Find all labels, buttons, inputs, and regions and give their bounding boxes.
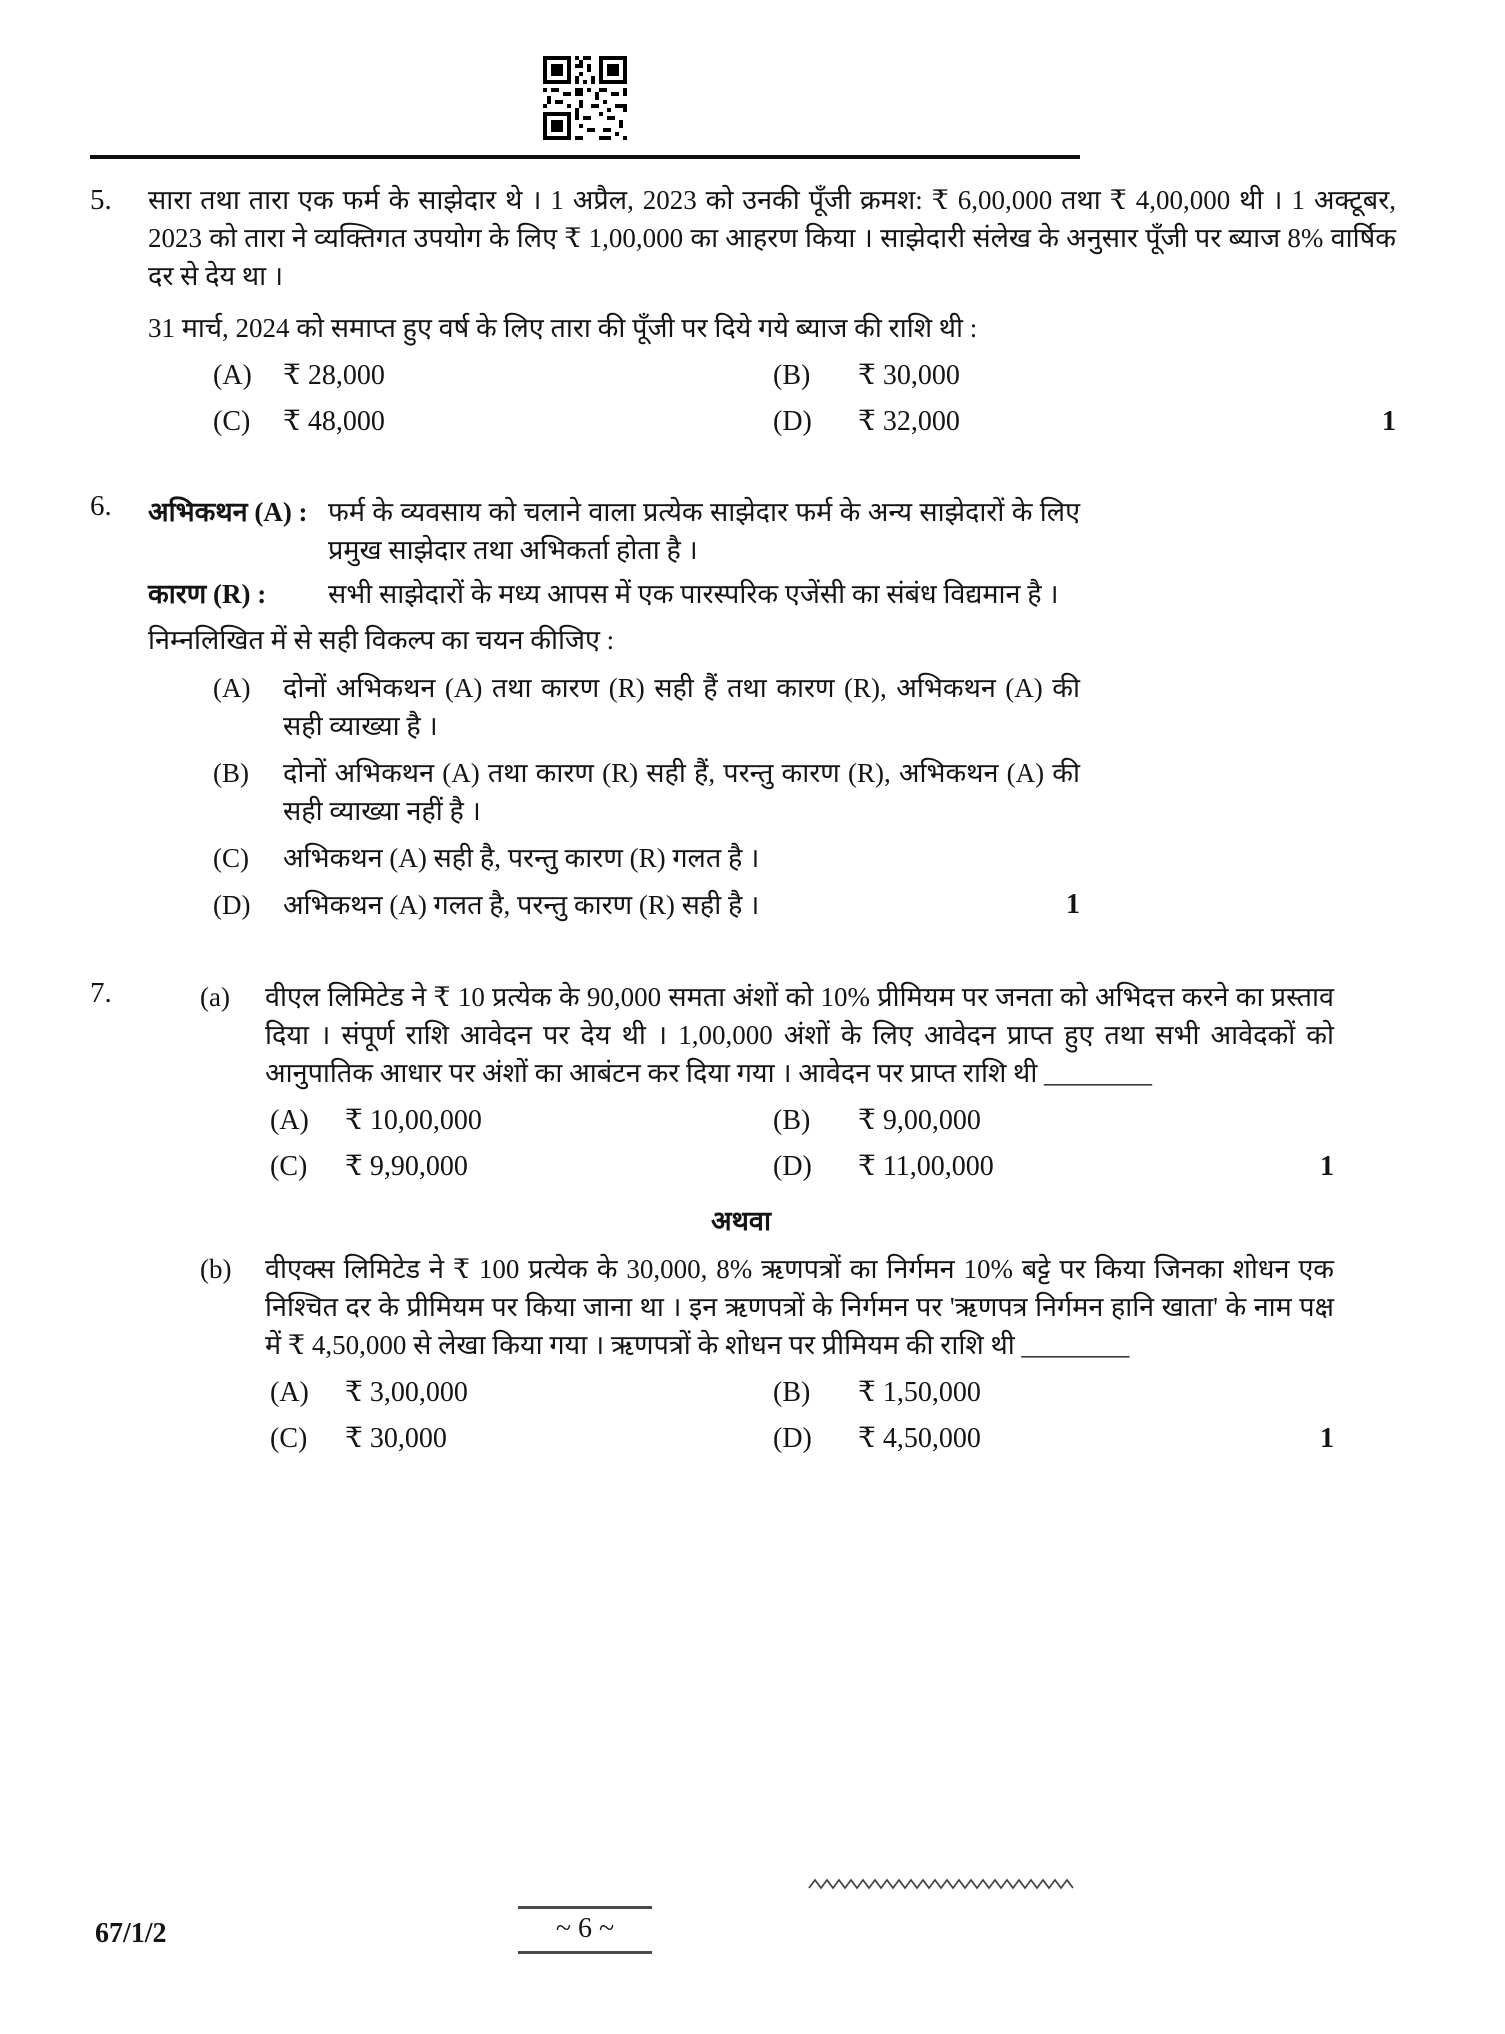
question-prompt: 31 मार्च, 2024 को समाप्त हुए वर्ष के लिए तारा की पूँजी पर दिये गये ब्याज की राशि थी :	[148, 313, 978, 343]
options-list	[148, 357, 1396, 441]
option-value: ₹ 32,000	[858, 406, 960, 437]
marks-badge: 1	[1320, 1423, 1334, 1454]
question-text: वीएक्स लिमिटेड ने ₹ 100 प्रत्येक के 30,000, 8% ऋणपत्रों का निर्गमन 10% बट्टे पर किया जिनका शोधन एक निश्चित दर के प्रीमियम पर किया जाना था । इन ऋणपत्रों के निर्गमन पर 'ऋणपत्र निर्गमन हानि खाता' के नाम पक्ष में ₹ 4,50,000 से लेखा किया गया । ऋणपत्रों के शोधन पर प्रीमियम की राशि थी ________	[265, 1254, 1334, 1360]
question-body	[148, 487, 1080, 924]
page-number-label: ~ 6 ~	[555, 1913, 615, 1944]
option-label: (A)	[213, 360, 252, 391]
option-row	[265, 1374, 1334, 1412]
option-value: ₹ 30,000	[345, 1423, 447, 1454]
option-label: (D)	[213, 890, 251, 920]
assertion-text: फर्म के व्यवसाय को चलाने वाला प्रत्येक साझेदार फर्म के अन्य साझेदारों के लिए प्रमुख साझेदार तथा अभिकर्ता होता है ।	[328, 497, 1080, 565]
option-label: (B)	[773, 1105, 811, 1136]
option-text: अभिकथन (A) सही है, परन्तु कारण (R) गलत है ।	[283, 843, 760, 873]
question-body	[148, 181, 1396, 441]
qr-code-icon	[543, 56, 627, 140]
option-label: (B)	[773, 360, 811, 391]
paper-code: 67/1/2	[95, 1918, 167, 1949]
option-label: (A)	[270, 1377, 309, 1408]
assertion-row	[148, 493, 1080, 569]
option-row	[265, 1148, 1334, 1186]
marks-badge: 1	[1382, 406, 1396, 437]
options-list	[265, 1374, 1334, 1458]
page-content	[90, 0, 1396, 1458]
reason-text: सभी साझेदारों के मध्य आपस में एक पारस्परिक एजेंसी का संबंध विद्यमान है ।	[328, 579, 1059, 609]
option-value: ₹ 4,50,000	[858, 1423, 981, 1454]
option-label: (D)	[773, 406, 812, 437]
reason-label: कारण (R) :	[148, 579, 267, 609]
option-value: ₹ 30,000	[858, 360, 960, 391]
option-label: (C)	[270, 1151, 308, 1182]
part-body	[265, 1250, 1334, 1458]
option-row	[148, 839, 1080, 877]
part-body	[265, 978, 1334, 1186]
option-row	[148, 357, 1396, 395]
part-b	[148, 1250, 1334, 1458]
qr-code-container	[90, 0, 1080, 145]
option-label: (D)	[773, 1151, 812, 1182]
option-row	[265, 1102, 1334, 1140]
assertion-label: अभिकथन (A) :	[148, 497, 308, 527]
question-body	[148, 974, 1334, 1458]
option-row	[148, 886, 1080, 924]
squiggle-line	[808, 1876, 1080, 1892]
part-a	[148, 978, 1334, 1186]
question-7	[90, 974, 1334, 1458]
reason-row	[148, 575, 1080, 613]
option-value: ₹ 1,50,000	[858, 1377, 981, 1408]
option-label: (C)	[270, 1423, 308, 1454]
options-list	[265, 1102, 1334, 1186]
question-number: 7.	[90, 977, 112, 1009]
option-value: ₹ 48,000	[283, 406, 385, 437]
question-5	[90, 181, 1396, 441]
header-rule	[90, 155, 1080, 159]
option-label: (B)	[773, 1377, 811, 1408]
or-separator: अथवा	[711, 1206, 771, 1236]
option-value: ₹ 28,000	[283, 360, 385, 391]
option-text: दोनों अभिकथन (A) तथा कारण (R) सही हैं, परन्तु कारण (R), अभिकथन (A) की सही व्याख्या नहीं है ।	[283, 758, 1080, 826]
options-list	[148, 669, 1080, 924]
question-text: सारा तथा तारा एक फर्म के साझेदार थे । 1 अप्रैल, 2023 को उनकी पूँजी क्रमश: ₹ 6,00,000 तथा ₹ 4,00,000 थी । 1 अक्टूबर, 2023 को तारा ने व्यक्तिगत उपयोग के लिए ₹ 1,00,000 का आहरण किया । साझेदारी संलेख के अनुसार पूँजी पर ब्याज 8% वार्षिक दर से देय था ।	[148, 185, 1396, 291]
part-label: (a)	[200, 982, 230, 1012]
option-value: ₹ 9,90,000	[345, 1151, 468, 1182]
option-label: (C)	[213, 406, 251, 437]
option-value: ₹ 9,00,000	[858, 1105, 981, 1136]
option-value: ₹ 11,00,000	[858, 1151, 994, 1182]
page-number	[518, 1906, 652, 1954]
question-number: 6.	[90, 490, 112, 522]
option-label: (A)	[270, 1105, 309, 1136]
option-row	[148, 669, 1080, 745]
option-value: ₹ 10,00,000	[345, 1105, 482, 1136]
option-label: (D)	[773, 1423, 812, 1454]
option-row	[148, 403, 1396, 441]
option-label: (A)	[213, 673, 251, 703]
marks-badge: 1	[1066, 889, 1080, 920]
question-number: 5.	[90, 184, 112, 216]
question-6	[90, 487, 1080, 924]
option-text: दोनों अभिकथन (A) तथा कारण (R) सही हैं तथा कारण (R), अभिकथन (A) की सही व्याख्या है ।	[283, 673, 1080, 741]
option-row	[265, 1420, 1334, 1458]
marks-badge: 1	[1320, 1151, 1334, 1182]
option-value: ₹ 3,00,000	[345, 1377, 468, 1408]
option-row	[148, 754, 1080, 830]
option-label: (B)	[213, 758, 249, 788]
question-text: वीएल लिमिटेड ने ₹ 10 प्रत्येक के 90,000 समता अंशों को 10% प्रीमियम पर जनता को अभिदत्त करने का प्रस्ताव दिया । संपूर्ण राशि आवेदन पर देय थी । 1,00,000 अंशों के लिए आवेदन प्राप्त हुए तथा सभी आवेदकों को आनुपातिक आधार पर अंशों का आबंटन कर दिया गया । आवेदन पर प्राप्त राशि थी ________	[265, 982, 1334, 1088]
option-label: (C)	[213, 843, 249, 873]
part-label: (b)	[200, 1254, 232, 1284]
option-text: अभिकथन (A) गलत है, परन्तु कारण (R) सही है ।	[283, 890, 760, 920]
instruction-text: निम्नलिखित में से सही विकल्प का चयन कीजिए :	[148, 625, 615, 655]
